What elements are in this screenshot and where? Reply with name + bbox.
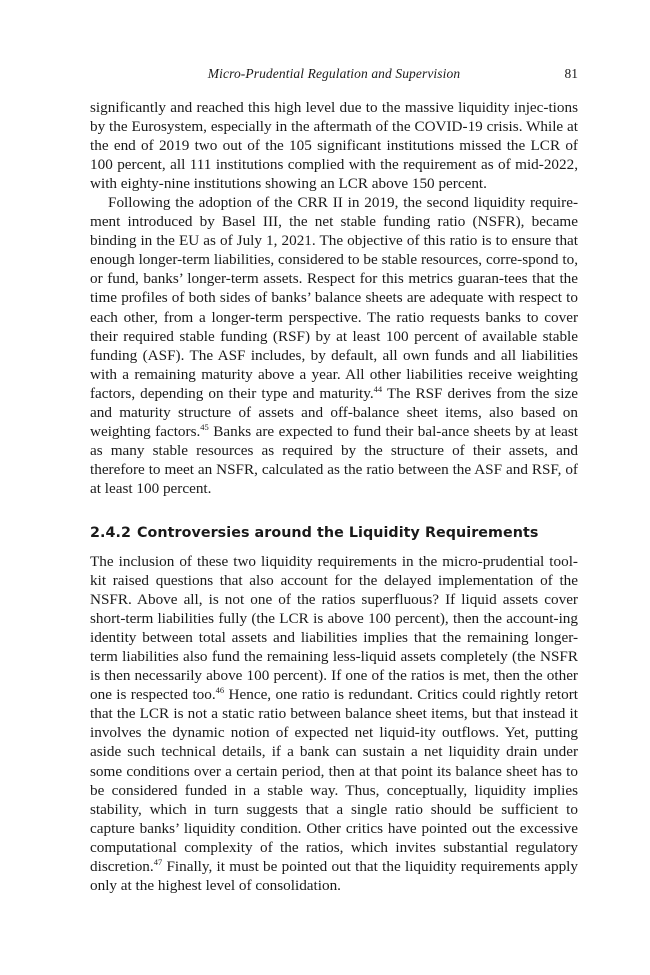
paragraph-text: Following the adoption of the CRR II in 2019, the second liquidity require-ment introduced by Basel III, the net stable funding ratio (NSFR), became binding in the EU as of July 1, 2021. The objective of this ratio is to ensure that enough longer-term liabilities, considered to be stable resources, corre-spond to, or fund, banks’ longer-term assets. Respect for this metrics guaran-tees that the time profiles of both sides of banks’ balance sheets are adequate with respect to each other, from a longer-term perspective. The ratio requests banks to cover their required stable funding (RSF) by at least 100 percent of available stable funding (ASF). The ASF includes, by default, all own funds and all liabilities with a remaining maturity above a year. All other liabilities receive weighting factors, depending on their type and maturity. bbox=[90, 194, 578, 402]
paragraph-controversies bbox=[90, 552, 578, 895]
section-title: Controversies around the Liquidity Requirements bbox=[136, 524, 539, 541]
footnote-ref-46[interactable]: 46 bbox=[215, 685, 225, 696]
paragraph-text: Finally, it must be pointed out that the liquidity requirements apply only at the highest level of consolidation. bbox=[90, 857, 578, 894]
running-header bbox=[90, 66, 578, 88]
paragraph-text: Hence, one ratio is redundant. Critics could rightly retort that the LCR is not a static ratio between balance sheet items, but that instead it involves the dynamic notion of expected net liquid-ity outflows. Yet, putting aside such technical details, if a bank can sustain a net liquidity drain under some conditions over a certain period, then at that point its balance sheet has to be considered funded in a stable way. Thus, conceptually, liquidity implies stability, which in turn suggests that a single ratio should be sufficient to capture banks’ liquidity condition. Other critics have pointed out the excessive computational complexity of the ratios, which invites substantial regulatory discretion. bbox=[90, 686, 578, 875]
paragraph-text: The inclusion of these two liquidity requirements in the micro-prudential tool-kit raised questions that also account for the delayed implementation of the NSFR. Above all, is not one of the ratios superfluous? If liquid assets cover short-term liabilities fully (the LCR is above 100 percent), then the account-ing identity between total assets and liabilities implies that the remaining longer-term liabilities also fund the remaining less-liquid assets completely (the NSFR is then necessarily above 100 percent). If one of the ratios is met, then the other one is respected too. bbox=[90, 552, 578, 704]
section-heading bbox=[90, 525, 578, 541]
section-number: 2.4.2 bbox=[90, 524, 131, 541]
paragraph-continued bbox=[90, 98, 578, 193]
footnote-ref-45[interactable]: 45 bbox=[200, 421, 209, 432]
running-title: Micro-Prudential Regulation and Supervision bbox=[207, 66, 461, 81]
paragraph-text: significantly and reached this high level due to the massive liquidity injec-tions by the Eurosystem, especially in the aftermath of the COVID-19 crisis. While at the end of 2019 two out of the 105 significant institutions missed the LCR of 100 percent, all 111 institutions complied with the requirement as of mid-2022, with eighty-nine institutions showing an LCR above 150 percent. bbox=[90, 99, 578, 193]
book-page bbox=[90, 66, 578, 895]
paragraph-text: The RSF derives from the size and maturity structure of assets and off-balance sheet items, also based on weighting factors. bbox=[90, 384, 578, 440]
page-number: 81 bbox=[564, 66, 578, 81]
body-text bbox=[90, 98, 578, 895]
footnote-ref-44[interactable]: 44 bbox=[373, 383, 383, 394]
footnote-ref-47[interactable]: 47 bbox=[153, 856, 163, 867]
paragraph-text: Banks are expected to fund their bal-ance sheets by at least as many stable resources as required by the structure of their assets, and therefore to meet an NSFR, calculated as the ratio between the ASF and RSF, of at least 100 percent. bbox=[90, 422, 578, 497]
paragraph-nsfr bbox=[90, 193, 578, 498]
